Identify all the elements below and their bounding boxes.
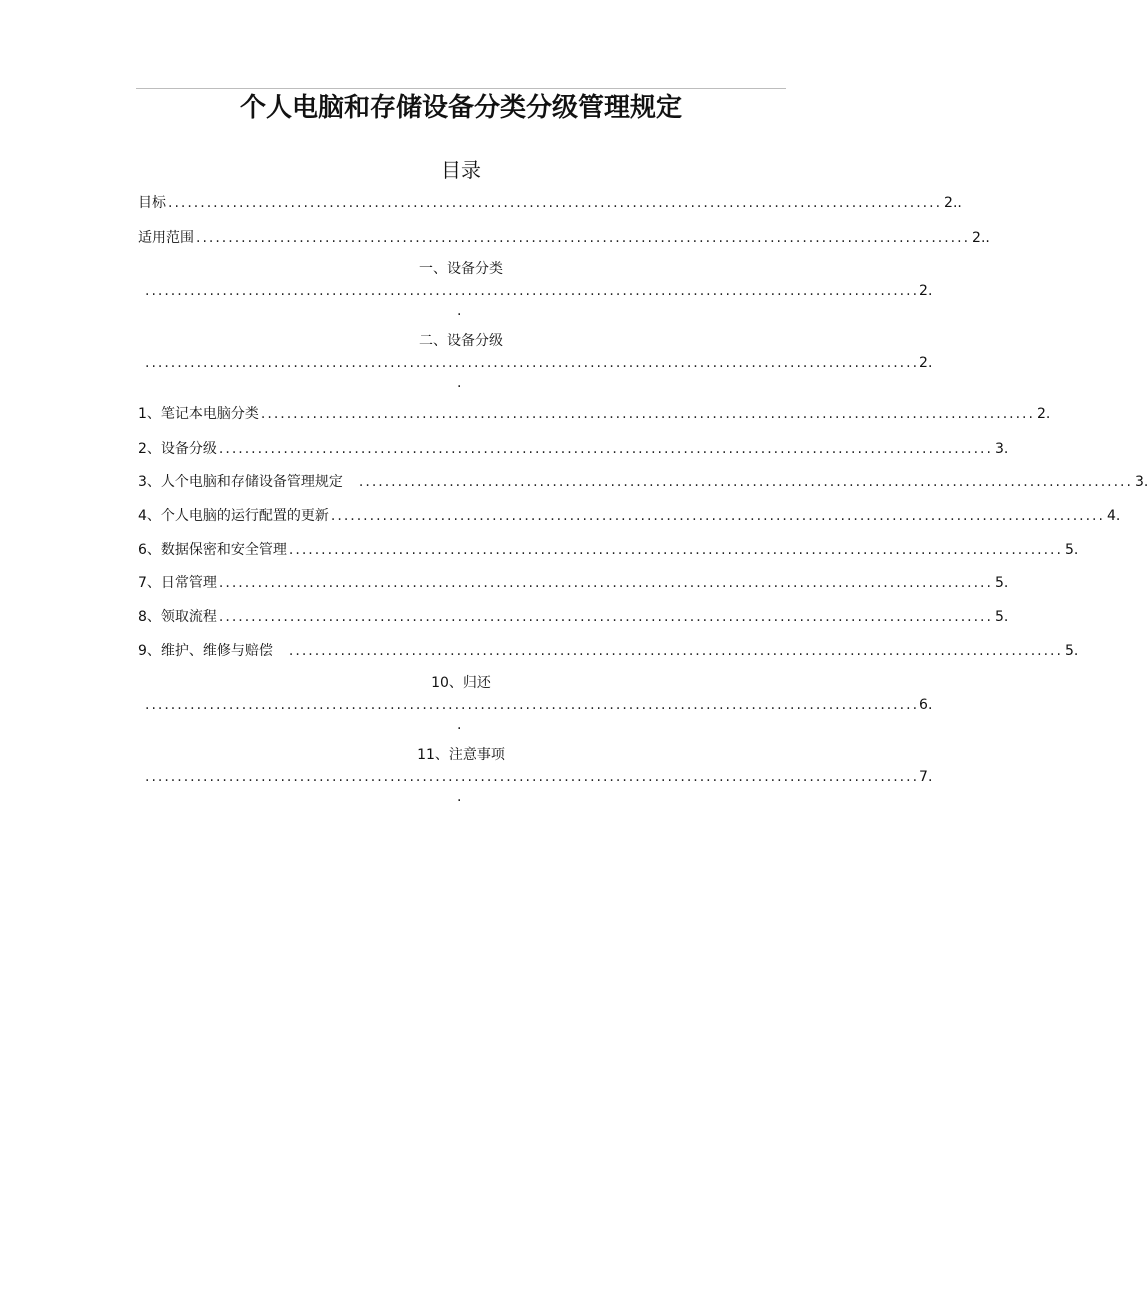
toc-entry-page: 2..: [972, 230, 990, 246]
toc-entry-page: 2.: [919, 283, 933, 299]
toc-entry[interactable]: [138, 503, 1121, 525]
toc-leader-dots: ........................................................................................................................: [218, 575, 993, 591]
toc-entry-tail-dot: .: [457, 375, 462, 391]
toc-entry-label: 3、人个电脑和存储设备管理规定: [138, 474, 343, 490]
toc-entry[interactable]: [138, 225, 990, 247]
toc-leader-dots: ........................................................................................................................: [288, 643, 1063, 659]
toc-entry-label: 2、设备分级: [138, 441, 217, 457]
toc-entry-label: 4、个人电脑的运行配置的更新: [138, 508, 329, 524]
toc-entry-page: 4.: [1106, 508, 1121, 524]
toc-entry-label: 目标: [138, 195, 166, 211]
toc-entry-page: 5.: [994, 609, 1009, 625]
toc-heading: 目录: [441, 158, 481, 182]
toc-entry-page: 6.: [919, 697, 933, 713]
toc-entry-label-centered[interactable]: 一、设备分类: [419, 261, 503, 277]
toc-leader-dots: ........................................................................................................................: [196, 230, 971, 246]
toc-entry[interactable]: [138, 604, 1009, 626]
toc-leader-dots: ........................................................................................................................: [145, 697, 920, 713]
toc-entry[interactable]: [138, 469, 1148, 491]
toc-entry-page: 3.: [994, 441, 1009, 457]
toc-entry-label: 9、维护、维修与赔偿: [138, 643, 273, 659]
toc-entry[interactable]: [138, 401, 1051, 423]
toc-leader-dots: ........................................................................................................................: [145, 769, 920, 785]
toc-entry[interactable]: [138, 638, 1079, 660]
toc-entry-page: 2..: [944, 195, 962, 211]
toc-leader-dots: ........................................................................................................................: [218, 441, 993, 457]
toc-entry-page: 7.: [919, 769, 933, 785]
toc-entry[interactable]: [138, 570, 1009, 592]
toc-entry-label: 6、数据保密和安全管理: [138, 542, 287, 558]
toc-entry-label: 1、笔记本电脑分类: [138, 406, 259, 422]
toc-entry-label: 7、日常管理: [138, 575, 217, 591]
toc-entry-label: 适用范围: [138, 230, 194, 246]
toc-entry-page: 2.: [1036, 406, 1051, 422]
toc-entry-label-centered[interactable]: 11、注意事项: [417, 747, 505, 763]
toc-entry[interactable]: [138, 537, 1079, 559]
toc-entry-page: 5.: [994, 575, 1009, 591]
toc-entry-leader-line: [145, 280, 933, 300]
toc-entry-page: 3.: [1134, 474, 1148, 490]
toc-leader-dots: ........................................................................................................................: [145, 355, 920, 371]
toc-entry-page: 5.: [1064, 542, 1079, 558]
toc-leader-dots: ........................................................................................................................: [145, 283, 920, 299]
toc-entry[interactable]: [138, 436, 1009, 458]
toc-entry-leader-line: [145, 352, 933, 372]
toc-entry-tail-dot: .: [457, 303, 462, 319]
toc-leader-dots: ........................................................................................................................: [168, 195, 943, 211]
toc-leader-dots: ........................................................................................................................: [260, 406, 1035, 422]
document-title: 个人电脑和存储设备分类分级管理规定: [239, 93, 682, 123]
toc-entry-label-centered[interactable]: 二、设备分级: [419, 333, 503, 349]
toc-leader-dots: ........................................................................................................................: [288, 542, 1063, 558]
toc-entry[interactable]: [138, 190, 962, 212]
toc-entry-label: 8、领取流程: [138, 609, 217, 625]
toc-entry-page: 5.: [1064, 643, 1079, 659]
toc-entry-tail-dot: .: [457, 789, 462, 805]
toc-entry-label-centered[interactable]: 10、归还: [431, 675, 491, 691]
toc-entry-leader-line: [145, 694, 933, 714]
toc-entry-page: 2.: [919, 355, 933, 371]
toc-leader-dots: ........................................................................................................................: [330, 508, 1105, 524]
toc-entry-tail-dot: .: [457, 717, 462, 733]
header-rule: [136, 88, 786, 89]
toc-leader-dots: ........................................................................................................................: [218, 609, 993, 625]
toc-entry-leader-line: [145, 766, 933, 786]
toc-leader-dots: ........................................................................................................................: [358, 474, 1133, 490]
